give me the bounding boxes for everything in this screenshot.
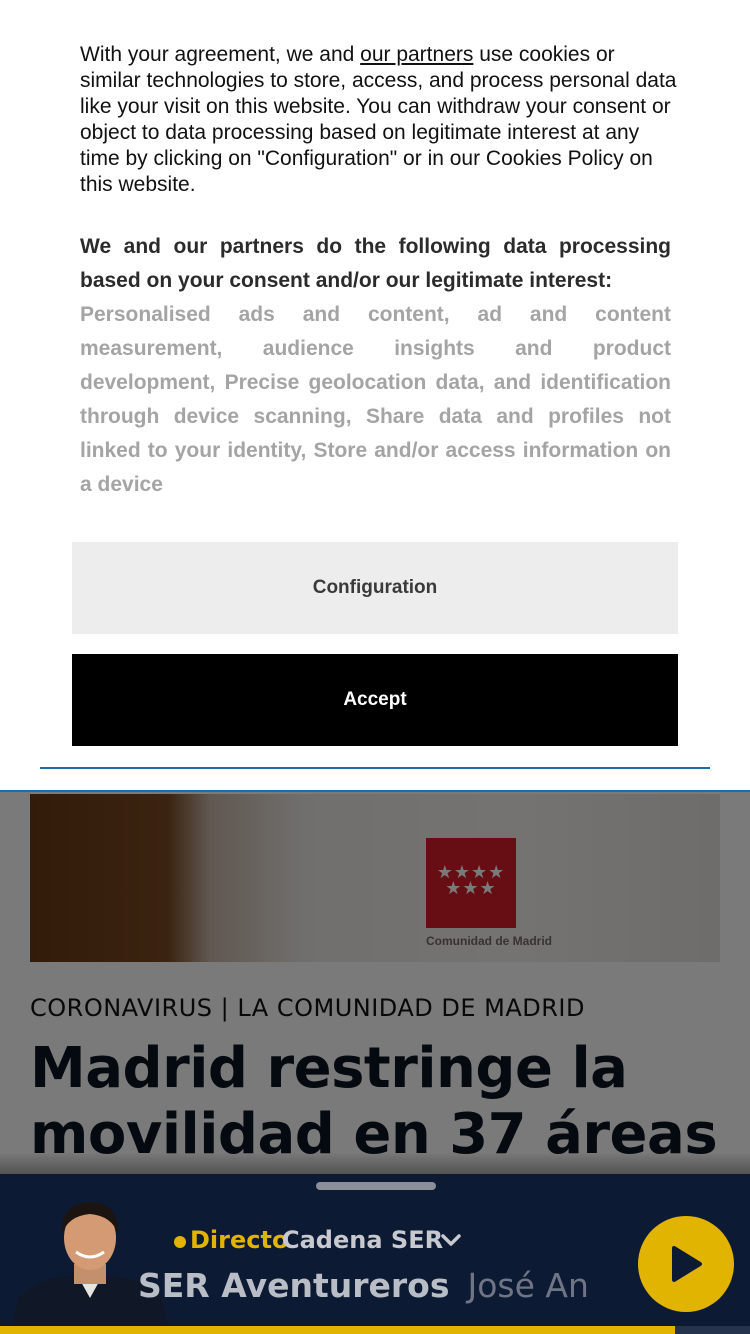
- playback-progress-bar[interactable]: [0, 1326, 750, 1334]
- host-avatar: [10, 1194, 170, 1334]
- audio-player[interactable]: [0, 1174, 750, 1334]
- player-shadow: [0, 1152, 750, 1176]
- station-selector[interactable]: Cadena SER: [282, 1226, 444, 1254]
- program-marquee: [138, 1266, 600, 1310]
- consent-divider: [40, 767, 710, 769]
- playback-progress-fill: [0, 1326, 675, 1334]
- purposes-title: We and our partners do the following data processing based on your consent and/or our legitimate interest:: [80, 235, 671, 292]
- accept-button[interactable]: Accept: [72, 654, 678, 746]
- purposes-list: Personalised ads and content, ad and content measurement, audience insights and product development, Precise geolocation data, and identification through device scanning, Share data and profiles not linked to your identity, Store and/or access information on a device: [80, 303, 671, 496]
- configuration-button[interactable]: Configuration: [72, 542, 678, 634]
- live-label: Directo: [190, 1226, 289, 1254]
- consent-intro-text: With your agreement, we and our partners use cookies or similar technologies to store, access, and process personal data like your visit on this website. You can withdraw your consent or object to data processing based on legitimate interest at any time by clicking on "Configuration" or in our Cookies Policy on this website.: [80, 43, 677, 196]
- play-icon: [669, 1245, 703, 1283]
- chevron-down-icon[interactable]: [440, 1232, 462, 1248]
- player-drag-handle[interactable]: [316, 1182, 436, 1190]
- partners-link[interactable]: our partners: [360, 43, 474, 66]
- live-indicator-dot: [174, 1236, 186, 1248]
- program-host: José An: [467, 1266, 589, 1305]
- program-name: SER Aventureros: [138, 1266, 450, 1305]
- play-button[interactable]: [638, 1216, 734, 1312]
